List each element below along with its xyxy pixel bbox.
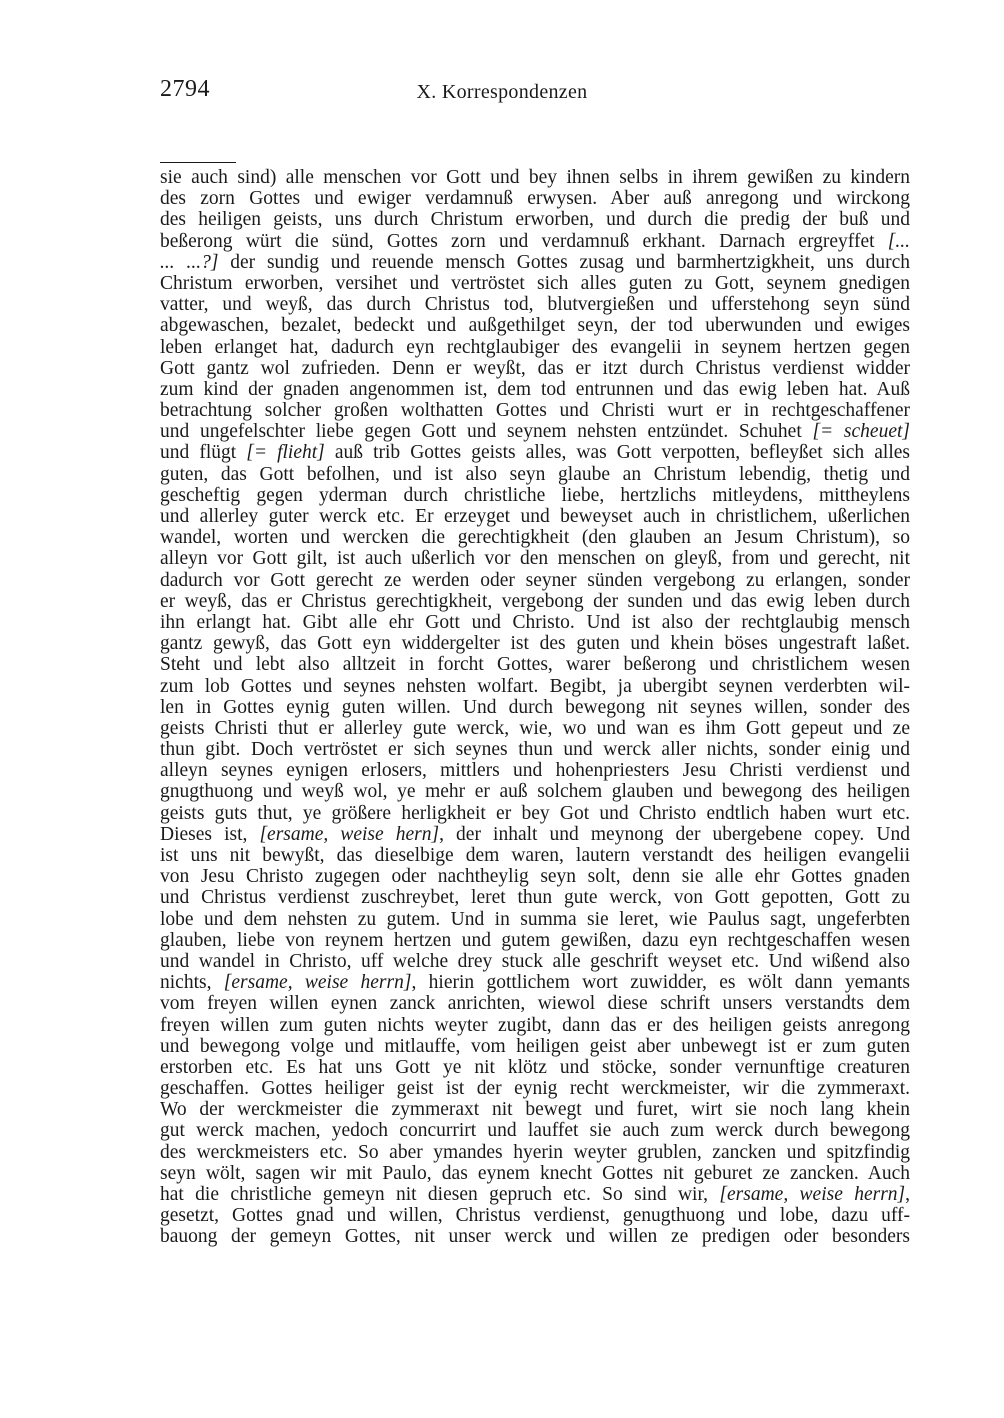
text-line	[160, 167, 910, 188]
text-line	[160, 506, 910, 527]
text-line	[160, 1057, 910, 1078]
text-segment: und allerley guter werck etc. Er erzeyget und beweyset auch in christlichem, ußerlichen	[160, 506, 910, 527]
text-line	[160, 633, 910, 654]
text-segment: und ungefelschter liebe gegen Gott und seynem nehsten entzündet. Schuhet	[160, 421, 813, 443]
text-segment: von Jesu Christo zugegen oder nachtheylig seyn solt, denn sie alle ehr Gottes gnaden	[160, 866, 910, 888]
text-line	[160, 188, 910, 209]
text-segment: er weyß, das er Christus gerechtigkheit, vergebong der sunden und das ewig leben durch	[160, 590, 910, 612]
continuation-rule	[160, 162, 236, 163]
text-segment: Gott gantz wol zufrieden. Denn er weyßt, das er itzt durch Christus verdienst widder	[160, 357, 910, 379]
text-segment: dadurch vor Gott gerecht ze werden oder seyner sünden vergebong zu erlangen, sonder	[160, 569, 910, 591]
text-segment: wandel, worten und wercken die gerechtigkheit (den glauben an Jesum Christum), so	[160, 527, 910, 549]
text-segment: gantz gewyß, das Gott eyn widdergelter ist des guten und khein böses ungestraft laßet.	[160, 633, 910, 655]
text-segment: alleyn vor Gott gilt, ist auch ußerlich vor den menschen on gleyß, from und gerecht, nit	[160, 548, 910, 570]
text-line	[160, 337, 910, 358]
text-segment: ,	[905, 1184, 911, 1205]
text-line	[160, 972, 910, 993]
text-segment: und Christus verdienst zuschreybet, leret thun gute werck, von Gott gepotten, Gott zu	[160, 887, 910, 909]
editorial-note: ... ...?]	[160, 251, 219, 273]
text-line	[160, 273, 910, 294]
text-segment: , hierin gottlichem wort zuwidder, es wölt dann yemants	[411, 972, 910, 994]
text-line	[160, 1099, 910, 1120]
text-segment: auß trib Gottes geists alles, was Gott verpotten, befleyßet sich alles	[324, 442, 910, 464]
text-line	[160, 697, 910, 718]
text-segment: , der inhalt und meynong der ubergebene copey. Und	[439, 823, 910, 845]
text-line	[160, 231, 910, 252]
text-line	[160, 612, 910, 633]
text-line	[160, 315, 910, 336]
text-line	[160, 591, 910, 612]
text-segment: gnugthuong und weyß wol, ye mehr er auß solchem glauben und bewegong des heiligen	[160, 781, 910, 803]
text-line	[160, 803, 910, 824]
text-segment: hat die christliche gemeyn nit diesen gepruch etc. So sind wir,	[160, 1184, 720, 1205]
text-segment: ist uns nit bewyßt, das dieselbige dem waren, lautern verstandt des heiligen evangelii	[160, 845, 910, 866]
text-segment: seyn wölt, sagen wir mit Paulo, das eynem knecht Gottes nit geburet ze zancken. Auch	[160, 1162, 910, 1184]
text-segment: guten, das Gott befolhen, und ist also seyn glaube an Christum lebendig, thetig und	[160, 463, 910, 485]
text-line	[160, 209, 910, 230]
text-line	[160, 358, 910, 379]
text-segment: des zorn Gottes und ewiger verdamnuß erwysen. Aber auß anregong und wirckong	[160, 188, 910, 210]
text-line	[160, 485, 910, 506]
text-segment: zum kind der gnaden angenommen ist, dem tod entrunnen und das ewig leben hat. Auß	[160, 378, 910, 400]
text-segment: glauben, liebe von reynem hertzen und gutem gewißen, dazu eyn rechtgeschaffen wesen	[160, 929, 910, 951]
text-line	[160, 464, 910, 485]
editorial-note: [...	[887, 230, 910, 252]
text-line	[160, 739, 910, 760]
text-segment: leben erlanget hat, dadurch eyn rechtglaubiger des evangelii in seynem hertzen gegen	[160, 336, 910, 358]
text-segment: des heiligen geists, uns durch Christum erworben, und durch die predig der buß und	[160, 209, 910, 231]
text-line	[160, 930, 910, 951]
text-line	[160, 1015, 910, 1036]
text-segment: beßerong würt die sünd, Gottes zorn und verdamnuß erkhant. Darnach ergreyffet	[160, 230, 888, 252]
text-line	[160, 993, 910, 1014]
page-number: 2794	[160, 76, 210, 102]
text-line	[160, 760, 910, 781]
text-line	[160, 294, 910, 315]
text-segment: Wo der werckmeister die zymmeraxt nit bewegt und furet, wirt sie noch lang khein	[160, 1099, 910, 1121]
text-segment: gesetzt, Gottes gnad und willen, Christus verdienst, genugthuong und lobe, dazu uff-	[160, 1205, 910, 1227]
text-segment: alleyn seynes eynigen erlosers, mittlers und hohenpriesters Jesu Christi verdienst und	[160, 760, 910, 782]
text-line	[160, 570, 910, 591]
text-line	[160, 845, 910, 866]
text-line	[160, 951, 910, 972]
text-line	[160, 676, 910, 697]
text-segment: len in Gottes eynig guten willen. Und durch bewegong nit seynes willen, sonder des	[160, 696, 910, 718]
text-segment: geists Christi thut er allerley gute werck, wie, wo und wan es ihm Gott gepeut und ze	[160, 717, 910, 739]
text-line	[160, 1205, 910, 1226]
text-line	[160, 548, 910, 569]
text-segment: Christum erworben, versihet und vertröstet sich alles guten zu Gott, seynem gnedigen	[160, 272, 910, 294]
text-segment: thun gibt. Doch vertröstet er sich seynes thun und werck aller nichts, sonder einig und	[160, 739, 910, 761]
editorial-note: [ersame, weise herrn]	[719, 1184, 906, 1205]
text-line	[160, 1036, 910, 1057]
text-line	[160, 1184, 910, 1205]
text-line	[160, 252, 910, 273]
editorial-note: [= flieht]	[246, 442, 325, 464]
text-line	[160, 1226, 910, 1247]
text-line	[160, 718, 910, 739]
text-segment: betrachtung solcher großen wolthatten Gottes und Christi wurt er in rechtgeschaffener	[160, 400, 910, 422]
text-line	[160, 421, 910, 442]
text-segment: der sundig und reuende mensch Gottes zusag und barmhertzigkheit, uns durch	[218, 251, 910, 273]
text-line	[160, 527, 910, 548]
text-line	[160, 866, 910, 887]
text-line	[160, 1163, 910, 1184]
text-line	[160, 1078, 910, 1099]
text-segment: geists guts thut, ye größere herligkheit er bey Got und Christo endtlich haben wurt etc.	[160, 802, 910, 824]
text-line	[160, 781, 910, 802]
text-segment: Dieses ist,	[160, 823, 260, 845]
text-segment: und flügt	[160, 442, 247, 464]
editorial-note: [= scheuet]	[812, 421, 910, 443]
text-segment: bauong der gemeyn Gottes, nit unser werck und willen ze predigen oder besonders	[160, 1226, 910, 1248]
text-line	[160, 887, 910, 908]
running-title: X. Korrespondenzen	[416, 81, 588, 103]
editorial-note: [ersame, weise hern]	[259, 823, 440, 845]
text-segment: lobe und dem nehsten zu gutem. Und in summa sie leret, wie Paulus sagt, ungeferbten	[160, 908, 910, 930]
text-line	[160, 654, 910, 675]
text-segment: vom freyen willen eynen zanck anrichten, wiewol diese schrift unsers verstandts dem	[160, 993, 910, 1015]
text-line	[160, 909, 910, 930]
text-line	[160, 379, 910, 400]
text-segment: sie auch sind) alle menschen vor Gott und bey ihnen selbs in ihrem gewißen zu kindern	[160, 167, 910, 188]
text-line	[160, 1142, 910, 1163]
text-segment: Steht und lebt also alltzeit in forcht Gottes, warer beßerong und christlichem wesen	[160, 654, 910, 676]
text-segment: vatter, und weyß, das durch Christus tod, blutvergießen und ufferstehong seyn sünd	[160, 294, 910, 316]
text-segment: ihn erlangt hat. Gibt alle ehr Gott und Christo. Und ist also der rechtglaubig mensch	[160, 611, 910, 633]
text-segment: und wandel in Christo, uff welche drey stuck alle geschrift weyset etc. Und wißend also	[160, 950, 910, 972]
text-line	[160, 824, 910, 845]
text-line	[160, 1120, 910, 1141]
text-segment: erstorben etc. Es hat uns Gott ye nit klötz und stöcke, sonder vernunftige creaturen	[160, 1056, 910, 1078]
text-line	[160, 442, 910, 463]
text-segment: nichts,	[160, 972, 224, 994]
text-segment: zum lob Gottes und seynes nehsten wolfart. Begibt, ja ubergibt seynen verderbten wil-	[160, 675, 910, 697]
text-segment: gut werck machen, yedoch concurrirt und lauffet sie auch zum werck durch bewegong	[160, 1120, 910, 1142]
text-segment: und bewegong volge und mitlauffe, vom heiligen geist aber unbewegt ist er zum guten	[160, 1035, 910, 1057]
text-segment: des werckmeisters etc. So aber ymandes hyerin weyter grublen, zancken und spitzfindig	[160, 1141, 910, 1163]
editorial-note: [ersame, weise herrn]	[223, 972, 412, 994]
body-text	[160, 167, 910, 1248]
text-segment: geschaffen. Gottes heiliger geist ist der eynig recht werckmeister, wir die zymmeraxt.	[160, 1078, 910, 1100]
text-segment: gescheftig gegen yderman durch christliche liebe, hertzlichs mitleydens, mittheylens	[160, 484, 910, 506]
text-segment: freyen willen zum guten nichts weyter zugibt, dann das er des heiligen geists anregong	[160, 1014, 910, 1036]
text-segment: abgewaschen, bezalet, bedeckt und außgethilget seyn, der tod uberwunden und ewiges	[160, 315, 910, 337]
text-line	[160, 400, 910, 421]
